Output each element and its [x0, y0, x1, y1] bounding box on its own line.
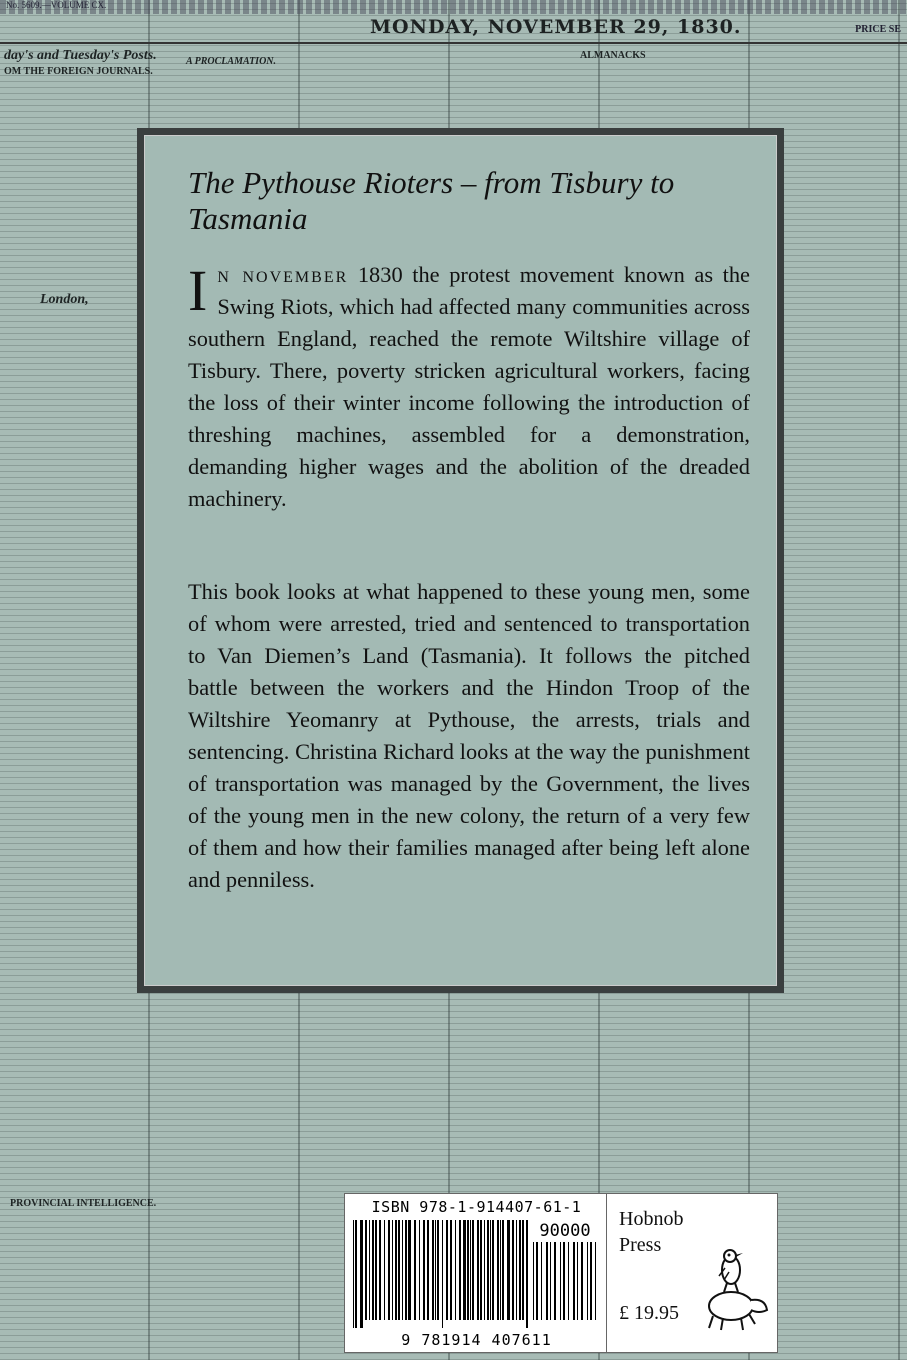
blurb-panel — [137, 128, 784, 993]
barcode-bar — [353, 1220, 354, 1328]
book-title: The Pythouse Rioters – from Tisbury to Tasmania — [188, 165, 675, 236]
isbn-digits: 9 781914 407611 — [401, 1331, 552, 1349]
barcode-bar — [477, 1220, 479, 1320]
barcode-bar — [435, 1220, 436, 1320]
column-heading-london: London, — [40, 292, 89, 307]
barcode-bar — [437, 1220, 439, 1320]
barcode-bar — [408, 1220, 411, 1320]
barcode-bar — [507, 1220, 510, 1320]
barcode-bar — [455, 1220, 456, 1320]
barcode-bar — [519, 1220, 521, 1320]
barcode-addon-bar — [541, 1242, 542, 1320]
barcode-bar — [384, 1220, 385, 1320]
barcode-bar — [432, 1220, 434, 1320]
barcode-bar — [472, 1220, 474, 1320]
barcode-bar — [419, 1220, 420, 1320]
newspaper-masthead — [0, 0, 907, 44]
barcode-bar — [372, 1220, 374, 1320]
barcode-bar — [512, 1220, 514, 1320]
bird-on-pig-logo-icon — [705, 1242, 771, 1332]
barcode-bar — [487, 1220, 489, 1320]
publisher-name: Hobnob Press — [619, 1208, 684, 1256]
barcode-bar — [414, 1220, 416, 1320]
masthead-volume: No. 5609.—VOLUME CX. — [6, 0, 107, 10]
barcode-addon-bar — [573, 1242, 575, 1320]
masthead-price: PRICE SE — [855, 24, 901, 35]
barcode-bar — [427, 1220, 429, 1320]
barcode-bar — [516, 1220, 517, 1320]
barcode-addon-bar — [563, 1242, 565, 1320]
barcode-bar — [470, 1220, 471, 1320]
barcode-addon: 90000 — [539, 1221, 591, 1241]
barcode-bar — [442, 1220, 443, 1328]
barcode-bar — [365, 1220, 367, 1320]
blurb-paragraph-1 — [188, 259, 750, 515]
barcode-bar — [355, 1220, 357, 1328]
isbn-label: ISBN 978-1-914407-61-1 — [371, 1198, 582, 1216]
barcode-bar — [522, 1220, 524, 1320]
publisher-panel — [607, 1193, 778, 1353]
column-heading-provincial: PROVINCIAL INTELLIGENCE. — [10, 1198, 157, 1209]
column-heading-proclamation: A PROCLAMATION. — [186, 56, 277, 67]
barcode-bar — [395, 1220, 397, 1320]
barcode-addon-bar — [587, 1242, 588, 1320]
drop-cap: I — [188, 258, 208, 323]
barcode-addon-bar — [577, 1242, 578, 1320]
barcode-addon-bar — [595, 1242, 596, 1320]
barcode-addon-bar — [550, 1242, 551, 1320]
barcode-panel — [344, 1193, 607, 1353]
barcode-addon-bar — [533, 1242, 534, 1320]
barcode-addon-bar — [554, 1242, 556, 1320]
masthead-date: MONDAY, NOVEMBER 29, 1830. — [370, 16, 742, 38]
barcode-addon-bar — [560, 1242, 561, 1320]
barcode-addon-bar — [546, 1242, 548, 1320]
blurb-paragraph-2: This book looks at what happened to these young men, some of whom were arrested, tried and sentenced to transportation to Van Diemen’s Land (Tasmania). It follows the pitched battle between the workers and the Hindon Troop of the Wiltshire Yeomanry at Pythouse, the arrests, trials and sentencing. Christina Richard looks at the way the punishment of transportation was managed by the Government, the lives of the young men in the new colony, the return of a very few of them and how their families managed after being left alone and penniless. — [188, 579, 750, 892]
barcode-addon-bar — [536, 1242, 538, 1320]
barcode-bar — [459, 1220, 461, 1320]
price-label: £ 19.95 — [619, 1302, 679, 1324]
barcode-bar — [500, 1220, 501, 1320]
barcode-icon — [351, 1220, 601, 1328]
barcode-bar — [398, 1220, 400, 1320]
barcode-bar — [375, 1220, 377, 1320]
barcode-bar — [360, 1220, 363, 1328]
barcode-bar — [502, 1220, 504, 1320]
masthead-banner — [0, 0, 907, 14]
opening-small-caps: n november — [217, 262, 349, 287]
barcode-bar — [379, 1220, 381, 1320]
barcode-bar — [450, 1220, 452, 1320]
barcode-bar — [463, 1220, 466, 1320]
barcode-addon-bar — [568, 1242, 569, 1320]
barcode-bar — [392, 1220, 393, 1320]
barcode-addon-bar — [590, 1242, 592, 1320]
barcode-bar — [480, 1220, 482, 1320]
barcode-bar — [526, 1220, 528, 1328]
barcode-bar — [490, 1220, 491, 1320]
column-heading-almanacks: ALMANACKS — [580, 50, 646, 61]
barcode-bar — [484, 1220, 485, 1320]
barcode-bar — [497, 1220, 499, 1320]
barcode-bar — [402, 1220, 403, 1320]
column-heading-posts: day's and Tuesday's Posts. — [4, 48, 157, 63]
barcode-bar — [446, 1220, 448, 1320]
barcode-addon-bar — [581, 1242, 583, 1320]
barcode-bar — [492, 1220, 494, 1320]
barcode-bar — [369, 1220, 370, 1320]
barcode-bar — [388, 1220, 390, 1320]
barcode-bar — [405, 1220, 407, 1320]
barcode-bar — [467, 1220, 469, 1320]
column-heading-foreign: OM THE FOREIGN JOURNALS. — [4, 66, 153, 77]
paragraph-1-text: 1830 the protest movement known as the Swing Riots, which had affected many communities across southern England, reached the remote Wiltshire village of Tisbury. There, poverty stricken agricultural workers, facing the loss of their winter income following the introduction of threshing machines, assembled for a demonstration, demanding higher wages and the abolition of the dreaded machinery. — [188, 262, 750, 511]
barcode-bar — [423, 1220, 425, 1320]
